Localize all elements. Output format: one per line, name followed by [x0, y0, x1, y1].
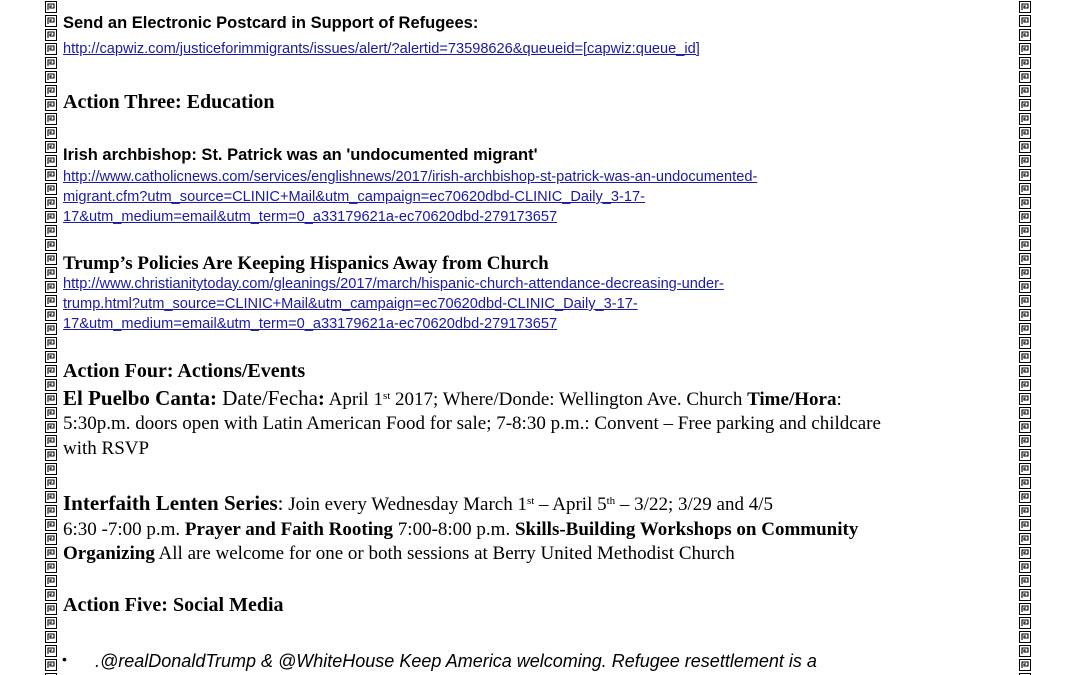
meander-border-icon: [45, 126, 57, 138]
meander-border-icon: [1019, 420, 1031, 432]
event2-line-2: [63, 519, 858, 541]
meander-border-icon: [1019, 168, 1031, 180]
meander-border-icon: [45, 84, 57, 96]
article2-title: Trump’s Policies Are Keeping Hispanics Away from Church: [63, 253, 549, 274]
meander-border-icon: [1019, 70, 1031, 82]
event1-date-label: Date/Fecha: [217, 386, 318, 410]
article2-link-line-2[interactable]: trump.html?utm_source=CLINIC+Mail&utm_campaign=ec70620dbd-CLINIC_Daily_3-17-: [63, 296, 638, 312]
event2-bold2b: Organizing: [63, 543, 155, 564]
meander-border-icon: [45, 266, 57, 278]
meander-border-icon: [1019, 154, 1031, 166]
meander-border-icon: [45, 154, 57, 166]
event2-text-mid: – April 5: [534, 494, 607, 515]
meander-border-icon: [1019, 28, 1031, 40]
meander-border-icon: [45, 280, 57, 292]
meander-border-icon: [1019, 42, 1031, 54]
meander-border-icon: [45, 308, 57, 320]
article2-link-line-1[interactable]: http://www.christianitytoday.com/gleanings/2017/march/hispanic-church-attendance-decreasing-under-: [63, 276, 724, 292]
meander-border-icon: [1019, 546, 1031, 558]
event2-line3-rest: All are welcome for one or both sessions at Berry United Methodist Church: [154, 543, 735, 564]
meander-border-icon: [45, 140, 57, 152]
meander-border-icon: [45, 14, 57, 26]
meander-border-icon: [1019, 658, 1031, 670]
meander-border-icon: [1019, 140, 1031, 152]
postcard-heading: Send an Electronic Postcard in Support of Refugees:: [63, 14, 479, 32]
meander-border-icon: [45, 574, 57, 586]
event1-date-pre: April 1: [324, 389, 383, 410]
action-three-heading: Action Three: Education: [63, 91, 275, 113]
action-five-heading: Action Five: Social Media: [63, 594, 284, 616]
meander-border-icon: [45, 602, 57, 614]
meander-border-icon: [1019, 224, 1031, 236]
meander-border-icon: [45, 476, 57, 488]
event1-time-label: Time/Hora: [747, 389, 837, 410]
meander-border-icon: [45, 630, 57, 642]
meander-border-icon: [45, 294, 57, 306]
meander-border-icon: [1019, 406, 1031, 418]
event2-text-post: – 3/22; 3/29 and 4/5: [615, 494, 773, 515]
meander-border-icon: [45, 546, 57, 558]
meander-border-icon: [1019, 602, 1031, 614]
meander-border-icon: [45, 42, 57, 54]
event2-name: Interfaith Lenten Series: [63, 491, 278, 515]
event2-line-1: [63, 492, 773, 516]
meander-border-icon: [1019, 490, 1031, 502]
meander-border-icon: [1019, 210, 1031, 222]
meander-border-icon: [45, 350, 57, 362]
meander-border-icon: [1019, 84, 1031, 96]
meander-border-icon: [45, 462, 57, 474]
article1-link-line-3[interactable]: 17&utm_medium=email&utm_term=0_a33179621a-ec70620dbd-279173657: [63, 209, 558, 225]
meander-border-icon: [45, 504, 57, 516]
meander-border-icon: [45, 196, 57, 208]
meander-border-icon: [1019, 196, 1031, 208]
event1-date-sup: st: [382, 390, 391, 402]
meander-border-icon: [1019, 434, 1031, 446]
meander-border-icon: [45, 378, 57, 390]
meander-border-icon: [45, 56, 57, 68]
meander-border-icon: [45, 434, 57, 446]
meander-border-icon: [45, 28, 57, 40]
meander-border-icon: [45, 560, 57, 572]
meander-border-icon: [45, 406, 57, 418]
event1-line-3: with RSVP: [63, 438, 150, 459]
meander-border-icon: [1019, 392, 1031, 404]
meander-border-icon: [1019, 0, 1031, 12]
meander-border-icon: [45, 322, 57, 334]
meander-border-icon: [1019, 462, 1031, 474]
meander-border-icon: [45, 252, 57, 264]
meander-border-icon: [45, 392, 57, 404]
meander-border-icon: [45, 336, 57, 348]
meander-border-icon: [1019, 112, 1031, 124]
meander-border-icon: [45, 644, 57, 656]
meander-border-icon: [45, 98, 57, 110]
meander-border-icon: [1019, 378, 1031, 390]
postcard-link[interactable]: http://capwiz.com/justiceforimmigrants/issues/alert/?alertid=73598626&queueid=[capwiz:queue_id]: [63, 41, 700, 57]
meander-border-icon: [1019, 98, 1031, 110]
event2-line-3: [63, 543, 735, 565]
meander-border-icon: [1019, 182, 1031, 194]
event2-sup1: st: [526, 495, 535, 507]
event2-bold2a: Skills-Building Workshops on Community: [514, 519, 859, 540]
meander-border-icon: [1019, 616, 1031, 628]
event1-line-1: [63, 387, 842, 411]
meander-border-icon: [1019, 280, 1031, 292]
event1-date-post: 2017; Where/Donde: Wellington Ave. Church: [390, 389, 748, 410]
meander-border-icon: [45, 588, 57, 600]
meander-border-icon: [45, 364, 57, 376]
meander-border-icon: [1019, 644, 1031, 656]
event2-time1: 6:30 -7:00 p.m.: [63, 519, 185, 540]
event1-name: El Puelbo Canta:: [63, 386, 218, 410]
meander-border-icon: [45, 224, 57, 236]
event1-time-colon: :: [836, 389, 842, 410]
meander-border-icon: [45, 238, 57, 250]
event1-colon: :: [317, 386, 325, 410]
article1-link-line-1[interactable]: http://www.catholicnews.com/services/englishnews/2017/irish-archbishop-st-patrick-was-an-undocumented-: [63, 169, 758, 185]
meander-border-icon: [45, 658, 57, 670]
event2-text-pre: Join every Wednesday March 1: [283, 494, 527, 515]
tweet-text: .@realDonaldTrump & @WhiteHouse Keep America welcoming. Refugee resettlement is a: [95, 651, 817, 671]
meander-border-icon: [1019, 448, 1031, 460]
meander-border-icon: [1019, 630, 1031, 642]
meander-border-icon: [1019, 238, 1031, 250]
meander-border-icon: [1019, 350, 1031, 362]
left-meander-border: [45, 0, 59, 675]
right-meander-border: [1019, 0, 1033, 675]
meander-border-icon: [45, 168, 57, 180]
meander-border-icon: [1019, 476, 1031, 488]
meander-border-icon: [1019, 588, 1031, 600]
meander-border-icon: [1019, 322, 1031, 334]
meander-border-icon: [1019, 532, 1031, 544]
meander-border-icon: [1019, 574, 1031, 586]
document-page: [63, 0, 1013, 675]
meander-border-icon: [1019, 518, 1031, 530]
tweet-list-item: [62, 651, 817, 672]
event1-line-2: 5:30p.m. doors open with Latin American Food for sale; 7-8:30 p.m.: Convent – Free parking and childcare: [63, 413, 881, 434]
meander-border-icon: [45, 0, 57, 12]
meander-border-icon: [1019, 560, 1031, 572]
meander-border-icon: [45, 448, 57, 460]
meander-border-icon: [45, 616, 57, 628]
meander-border-icon: [45, 112, 57, 124]
meander-border-icon: [45, 420, 57, 432]
meander-border-icon: [1019, 14, 1031, 26]
meander-border-icon: [1019, 56, 1031, 68]
meander-border-icon: [1019, 294, 1031, 306]
meander-border-icon: [1019, 266, 1031, 278]
meander-border-icon: [45, 70, 57, 82]
meander-border-icon: [1019, 126, 1031, 138]
article1-title: Irish archbishop: St. Patrick was an 'undocumented migrant': [63, 146, 538, 164]
meander-border-icon: [1019, 308, 1031, 320]
meander-border-icon: [45, 518, 57, 530]
meander-border-icon: [1019, 336, 1031, 348]
meander-border-icon: [1019, 504, 1031, 516]
event2-bold1: Prayer and Faith Rooting: [184, 519, 394, 540]
meander-border-icon: [1019, 364, 1031, 376]
meander-border-icon: [45, 210, 57, 222]
meander-border-icon: [45, 532, 57, 544]
meander-border-icon: [45, 490, 57, 502]
meander-border-icon: [45, 182, 57, 194]
meander-border-icon: [1019, 252, 1031, 264]
article2-link-line-3[interactable]: 17&utm_medium=email&utm_term=0_a33179621a-ec70620dbd-279173657: [63, 316, 558, 332]
action-four-heading: Action Four: Actions/Events: [63, 360, 306, 382]
bullet-icon: •: [62, 651, 67, 667]
event2-colon: :: [277, 491, 284, 515]
event2-sup2: th: [606, 495, 616, 507]
article1-link-line-2[interactable]: migrant.cfm?utm_source=CLINIC+Mail&utm_campaign=ec70620dbd-CLINIC_Daily_3-17-: [63, 189, 645, 205]
event2-time2: 7:00-8:00 p.m.: [393, 519, 515, 540]
